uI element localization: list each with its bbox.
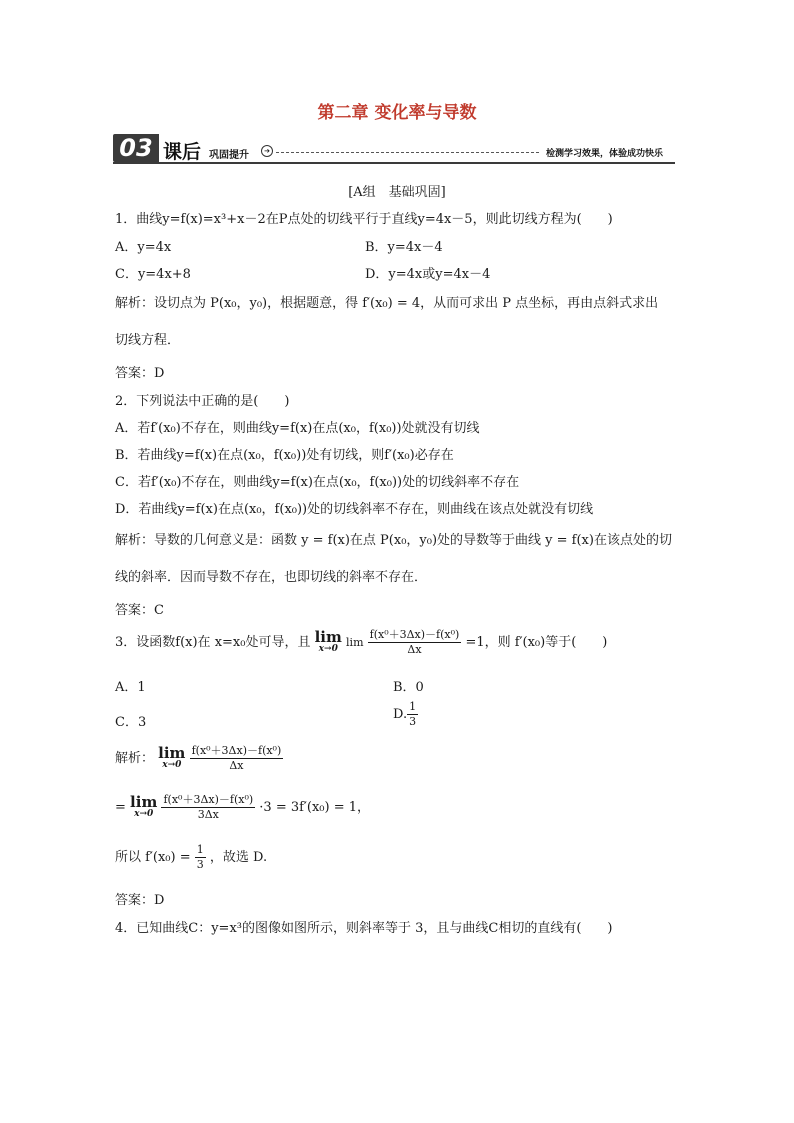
group-title: [A组 基础巩固] [348,185,446,200]
q3-stem-prefix: 3．设函数f(x)在 x=x₀处可导，且 [115,635,311,650]
analysis-fraction-2: $\frac{\text{f(x⁰＋3Δx)－f(x⁰)}}{3\Delta x}$ [163,793,254,821]
q3-analysis-line1: 解析： lim x→0 $\frac{\text{f(x⁰＋3Δx)－f(x⁰)}}{\Delta x}$ [115,744,282,772]
q1-answer: 答案：D [115,366,165,381]
q2-option-a: A．若f′(x₀)不存在，则曲线y=f(x)在点(x₀，f(x₀))处就没有切线 [115,421,480,436]
q3-option-a: A．1 [115,680,146,695]
q3-fraction: $\frac{\text{f(x⁰＋3Δx)－f(x⁰)}}{\Delta x}$ [369,628,460,656]
limit-small: lim [346,636,364,649]
q1-option-c: C．y=4x+8 [115,267,191,282]
q1-analysis-line2: 切线方程． [115,333,181,348]
q1-analysis-line1: 解析：设切点为 P(x₀，y₀)，根据题意，得 f′(x₀) = 4，从而可求出 P 点坐标，再由点斜式求出 [115,296,659,311]
q3-option-b: B．0 [393,680,424,695]
q1-option-a: A．y=4x [115,240,172,255]
q2-option-b: B．若曲线y=f(x)在点(x₀，f(x₀))处有切线，则f′(x₀)必存在 [115,448,454,463]
limit-symbol: lim x→0 [130,793,158,819]
limit-symbol: lim x→0 [314,628,342,654]
q2-analysis-line2: 线的斜率．因而导数不存在，也即切线的斜率不存在． [115,570,428,585]
q3-answer: 答案：D [115,893,165,908]
analysis-fraction-1: $\frac{\text{f(x⁰＋3Δx)－f(x⁰)}}{\Delta x}$ [191,744,282,772]
banner-motto: 检测学习效果，体验成功快乐 [545,149,663,159]
section-banner [113,134,675,168]
dashed-divider [276,152,539,153]
q1-option-b: B．y=4x－4 [365,240,443,255]
q3-analysis-line3: 所以 f′(x₀) = $\frac{1}{3}$ ，故选 D. [115,843,268,871]
banner-subtitle: 巩固提升 [209,150,249,161]
chapter-title: 第二章 变化率与导数 [317,103,477,123]
q2-option-c: C．若f′(x₀)不存在，则曲线y=f(x)在点(x₀，f(x₀))处的切线斜率不存在 [115,475,520,490]
question-4-stem: 4．已知曲线C：y=x³的图像如图所示，则斜率等于 3，且与曲线C相切的直线有( ) [115,921,613,936]
question-1-stem: 1．曲线y=f(x)=x³+x－2在P点处的切线平行于直线y=4x－5，则此切线方程为( ) [115,212,613,227]
banner-number: 03 [113,134,159,162]
q2-option-d: D．若曲线y=f(x)在点(x₀，f(x₀))处的切线斜率不存在，则曲线在该点处就没有切线 [115,502,594,517]
q2-answer: 答案：C [115,603,164,618]
q3-analysis-line2: = lim x→0 $\frac{\text{f(x⁰＋3Δx)－f(x⁰)}}{3\Delta x}$ ·3 = 3f′(x₀) = 1， [115,793,371,821]
q3-option-d: D. $\frac{1}{3}$ [393,700,417,728]
q3-option-c: C．3 [115,715,147,730]
q1-option-d: D．y=4x或y=4x－4 [365,267,491,282]
question-3-stem [115,628,607,657]
banner-underline [113,162,675,164]
banner-title: 课后 [163,141,202,163]
arrow-icon: ➔ [261,145,273,157]
question-2-stem: 2．下列说法中正确的是( ) [115,394,290,409]
limit-symbol: lim x→0 [158,744,186,770]
q2-analysis-line1: 解析：导数的几何意义是：函数 y = f(x)在点 P(x₀，y₀)处的导数等于曲线 y = f(x)在该点处的切 [115,533,672,548]
q3-stem-suffix: =1，则 f′(x₀)等于( ) [465,635,608,650]
